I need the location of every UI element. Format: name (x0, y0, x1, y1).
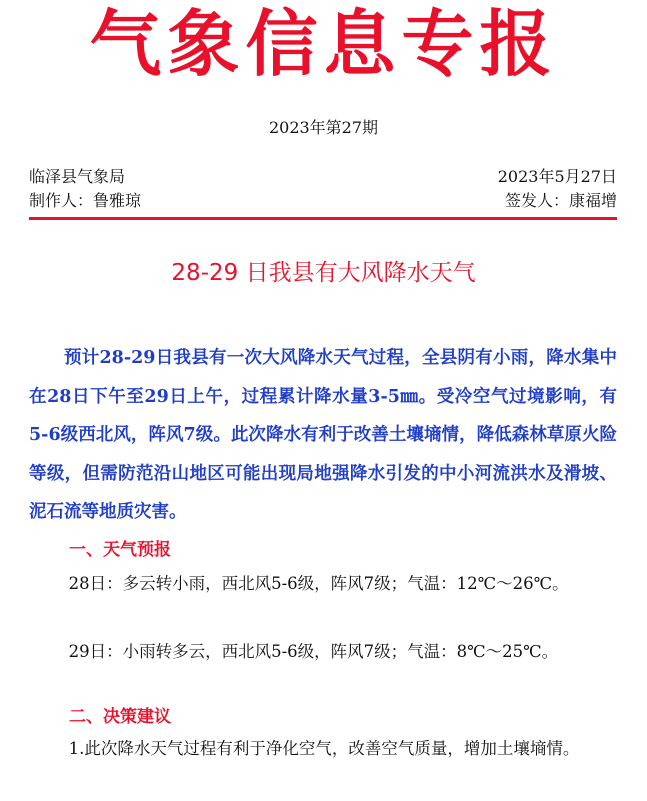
masthead-title: 气象信息专报 (89, 2, 558, 86)
author-line: 制作人：鲁雅琼 (29, 191, 142, 210)
section-forecast-title: 一、天气预报 (69, 540, 171, 560)
section-advice-title: 二、决策建议 (69, 707, 171, 727)
advice-item-1: 1.此次降水天气过程有利于净化空气，改善空气质量，增加土壤墒情。 (68, 739, 580, 758)
meta-row-people (29, 190, 617, 212)
issue-date: 2023年5月27日 (497, 167, 617, 186)
header-divider (29, 217, 617, 220)
article-title: 28-29 日我县有大风降水天气 (171, 260, 476, 286)
issue-number: 2023年第27期 (268, 118, 379, 137)
forecast-day-29: 29日：小雨转多云，西北风5-6级，阵风7级；气温：8℃～25℃。 (68, 642, 559, 661)
lead-paragraph: 预计28-29日我县有一次大风降水天气过程，全县阴有小雨，降水集中在28日下午至29日上午，过程累计降水量3-5㎜。受冷空气过境影响，有5-6级西北风，阵风7级。此次降水有利于改善土壤墒情，降低森林草原火险等级，但需防范沿山地区可能出现局地强降水引发的中小河流洪水及滑坡、泥石流等地质灾害。 (29, 348, 617, 522)
approver-line: 签发人：康福增 (504, 191, 617, 210)
forecast-day-28: 28日：多云转小雨，西北风5-6级，阵风7级；气温：12℃～26℃。 (68, 574, 569, 593)
meta-row-issuer (29, 166, 617, 188)
issuer-name: 临泽县气象局 (29, 167, 126, 186)
